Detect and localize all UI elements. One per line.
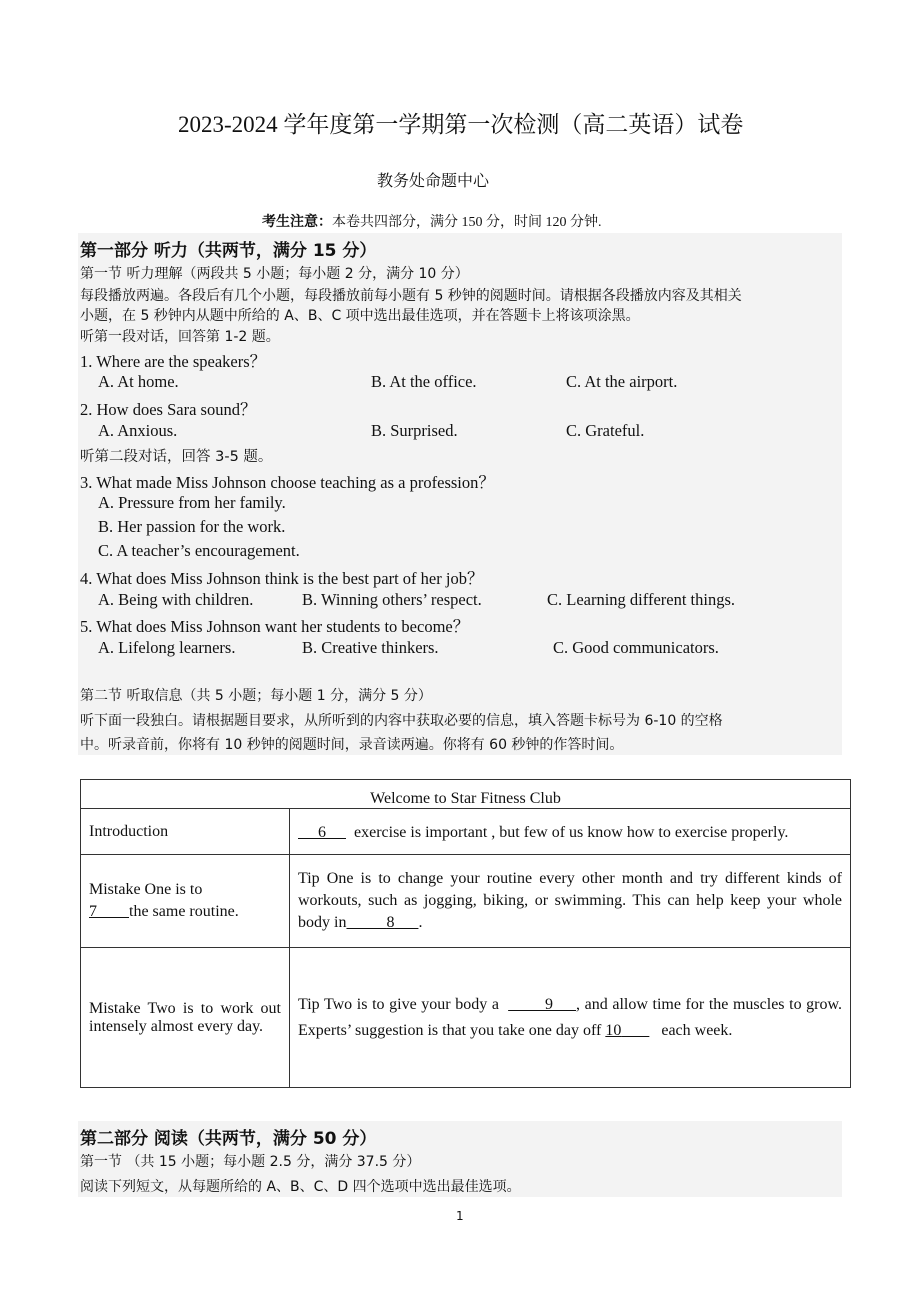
blank-10-number: 10	[605, 1021, 622, 1039]
question-5-option-a: A. Lifelong learners.	[98, 638, 236, 657]
mistake-two-sentence: Mistake Two is to work out intensely almost every day.	[89, 999, 281, 1035]
question-5-option-c: C. Good communicators.	[553, 638, 719, 657]
question-4-option-c: C. Learning different things.	[547, 590, 736, 609]
tip-two-part-a: Tip Two is to give your body a	[298, 995, 499, 1013]
question-2-option-a: A. Anxious.	[98, 421, 178, 440]
blank-8[interactable]	[346, 914, 418, 931]
part1-instruction-line2: 小题，在 5 秒钟内从题中所给的 A、B、C 项中选出最佳选项，并在答题卡上将该项涂黑。	[80, 308, 640, 324]
tip-one-part-b: .	[418, 914, 423, 931]
question-1-option-c: C. At the airport.	[566, 372, 678, 391]
question-5-option-b: B. Creative thinkers.	[302, 638, 439, 657]
question-1-option-a: A. At home.	[98, 372, 179, 391]
question-3: 3. What made Miss Johnson choose teaching as a profession？	[80, 473, 495, 492]
introduction-label: Introduction	[81, 809, 290, 855]
fitness-club-table	[80, 779, 851, 1088]
tip-one-part-a: Tip One is to change your routine every other month and try different kinds of workouts, such as jogging, biking, or swimming. This can help keep your whole body in	[298, 870, 842, 931]
blank-6[interactable]	[298, 824, 346, 841]
section2-instruction-line2: 中。听录音前，你将有 10 秒钟的阅题时间，录音读两遍。你将有 60 秒钟的作答时间。	[80, 737, 624, 753]
tip-two-text	[290, 948, 851, 1088]
section2-instruction-line1: 听下面一段独白。请根据题目要求，从所听到的内容中获取必要的信息，填入答题卡标号为 6-10 的空格	[80, 713, 723, 729]
question-4: 4. What does Miss Johnson think is the best part of her job？	[80, 569, 484, 588]
part1-section1-heading: 第一节 听力理解（两段共 5 小题；每小题 2 分，满分 10 分）	[80, 266, 469, 282]
introduction-text	[290, 809, 851, 855]
notice-text: 本卷共四部分，满分 150 分，时间 120 分钟.	[332, 215, 602, 230]
dialog1-instruction: 听第一段对话，回答第 1-2 题。	[80, 329, 280, 345]
question-3-option-b: B. Her passion for the work.	[98, 517, 286, 536]
dialog2-instruction: 听第二段对话，回答 3-5 题。	[80, 449, 273, 465]
part1-instruction-line1: 每段播放两遍。各段后有几个小题，每段播放前每小题有 5 秒钟的阅题时间。请根据各段播放内容及其相关	[80, 288, 742, 304]
notice-label: 考生注意：	[262, 215, 332, 230]
page-number: 1	[456, 1209, 464, 1223]
question-5: 5. What does Miss Johnson want her students to become？	[80, 617, 470, 636]
table-row	[81, 855, 851, 948]
question-4-option-a: A. Being with children.	[98, 590, 254, 609]
table-row	[81, 809, 851, 855]
blank-9[interactable]	[508, 996, 576, 1013]
mistake-one-part-b: the same routine.	[129, 903, 239, 920]
question-2-option-b: B. Surprised.	[371, 421, 458, 440]
part1-section2-heading: 第二节 听取信息（共 5 小题；每小题 1 分，满分 5 分）	[80, 688, 432, 704]
blank-9-number: 9	[545, 995, 553, 1013]
blank-10[interactable]	[605, 1022, 649, 1039]
question-2: 2. How does Sara sound？	[80, 400, 257, 419]
exam-title: 2023-2024 学年度第一学期第一次检测（高二英语）试卷	[178, 112, 744, 137]
part2-section1-heading: 第一节 （共 15 小题；每小题 2.5 分，满分 37.5 分）	[80, 1154, 421, 1170]
exam-subtitle: 教务处命题中心	[377, 173, 490, 190]
introduction-sentence: exercise is important , but few of us know how to exercise properly.	[354, 823, 789, 841]
table-title: Welcome to Star Fitness Club	[81, 780, 851, 809]
exam-notice	[262, 211, 602, 231]
tip-two-part-b: , and allow time for the muscles to grow. Experts’ suggestion is that you take one day off	[298, 995, 843, 1039]
table-title-row	[81, 780, 851, 809]
question-3-option-c: C. A teacher’s encouragement.	[98, 541, 300, 560]
blank-7[interactable]	[89, 903, 129, 920]
question-2-option-c: C. Grateful.	[566, 421, 645, 440]
blank-8-number: 8	[386, 914, 395, 931]
table-row	[81, 948, 851, 1088]
part2-heading: 第二部分 阅读（共两节，满分 50 分）	[80, 1129, 377, 1149]
blank-6-number: 6	[318, 823, 326, 841]
question-4-option-b: B. Winning others’ respect.	[302, 590, 482, 609]
mistake-one-text	[81, 855, 290, 948]
question-3-option-a: A. Pressure from her family.	[98, 493, 286, 512]
question-1: 1. Where are the speakers？	[80, 352, 267, 371]
mistake-one-part-a: Mistake One is to	[89, 881, 203, 898]
part2-instruction: 阅读下列短文，从每题所给的 A、B、C、D 四个选项中选出最佳选项。	[80, 1179, 521, 1195]
tip-one-text	[290, 855, 851, 948]
blank-7-number: 7	[89, 903, 97, 920]
tip-two-part-c: each week.	[661, 1021, 733, 1039]
mistake-two-text	[81, 948, 290, 1088]
question-1-option-b: B. At the office.	[371, 372, 477, 391]
part1-heading: 第一部分 听力（共两节，满分 15 分）	[80, 241, 377, 261]
